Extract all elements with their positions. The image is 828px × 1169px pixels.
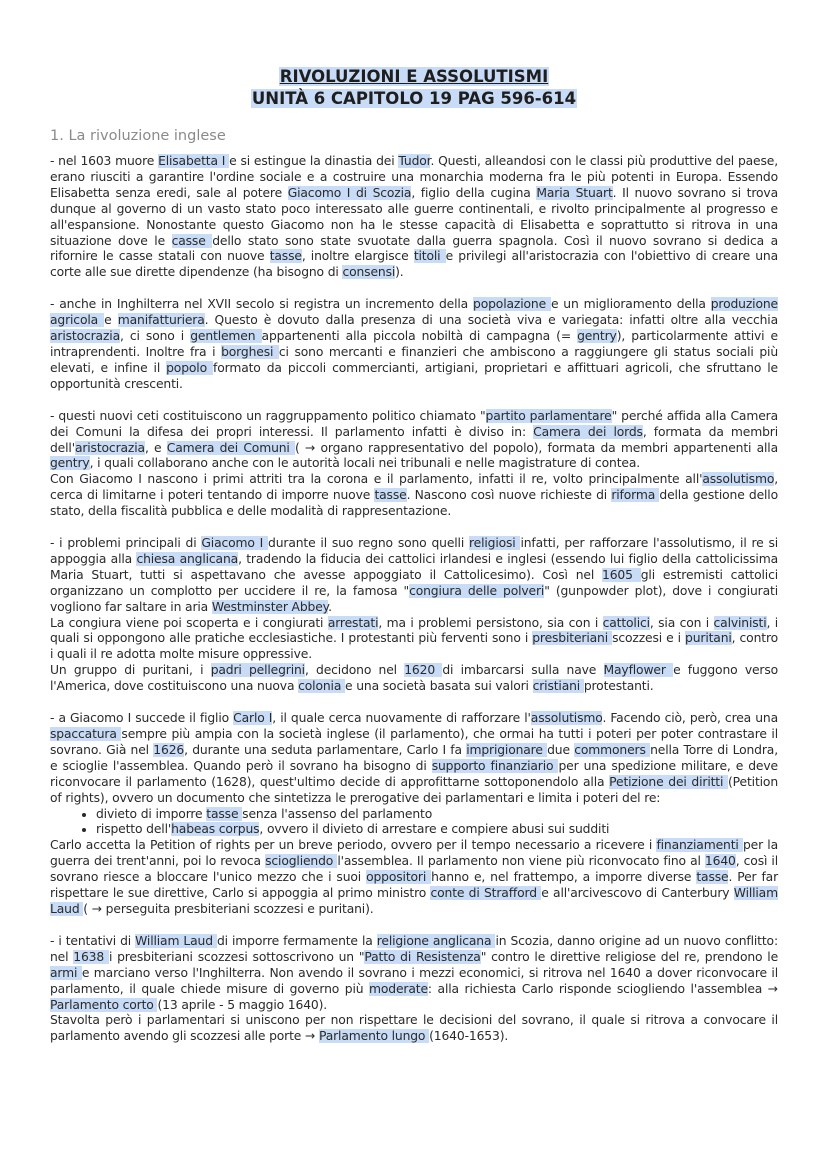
highlighted-term: aristocrazia xyxy=(50,329,120,344)
highlighted-term: cristiani xyxy=(532,679,584,694)
highlighted-term: William Laud xyxy=(50,886,778,916)
highlighted-term: partito parlamentare xyxy=(485,408,612,423)
highlighted-term: William Laud xyxy=(135,933,217,948)
highlighted-term: habeas corpus xyxy=(171,822,260,837)
bullet-item: • rispetto dell'habeas corpus, ovvero il divieto di arrestare e compiere abusi sui sudditi xyxy=(96,822,778,838)
highlighted-term: gentry xyxy=(577,329,617,344)
highlighted-term: religiosi xyxy=(468,536,521,551)
highlighted-term: moderate xyxy=(369,981,428,996)
paragraph-line: - i problemi principali di Giacomo I durante il suo regno sono quelli religiosi infatti, per rafforzare l'assolutismo, il re si appoggia alla chiesa anglicana, tradendo la fiducia dei cattolici irlandesi e inglesi (essendo lui figlio della cattolicissima Maria Stuart, tutti si aspettavano che avesse appoggiato il Cattolicesimo). Così nel 1605 gli estremisti cattolici organizzano un complotto per uccidere il re, la famosa "congiura delle polveri" (gunpowder plot), dove i congiurati vogliono far saltare in aria Westminster Abbey. xyxy=(50,536,779,614)
highlighted-term: Parlamento lungo xyxy=(318,1029,430,1044)
highlighted-term: gentry xyxy=(50,456,90,471)
paragraph-line: Un gruppo di puritani, i padri pellegrini, decidono nel 1620 di imbarcarsi sulla nave Mayflower e fuggono verso l'America, dove costituiscono una nuova colonia e una società basata sui valori cristiani protestanti. xyxy=(50,663,779,694)
highlighted-term: armi xyxy=(50,965,82,980)
paragraph xyxy=(50,536,778,695)
highlighted-term: sciogliendo xyxy=(265,854,338,869)
highlighted-term: gentlemen xyxy=(190,329,262,344)
highlighted-term: arrestati xyxy=(327,615,379,630)
highlighted-term: Giacomo I di Scozia xyxy=(287,185,412,200)
highlighted-term: supporto finanziario xyxy=(431,758,559,773)
highlighted-term: popolo xyxy=(166,360,214,375)
paragraph-line: Stavolta però i parlamentari si uniscono per non rispettare le decisioni del sovrano, il quale si ritrova a convocare il parlamento avendo gli scozzesi alle porte → Parlamento lungo (1640-1653). xyxy=(50,1013,778,1044)
paragraph-line: - i tentativi di William Laud di imporre fermamente la religione anglicana in Scozia, danno origine ad un nuovo conflitto: nel 1638 i presbiteriani scozzesi sottoscrivono un "Patto di Resistenza" contro le direttive religiose del re, prendono le armi e marciano verso l'Inghilterra. Non avendo il sovrano i mezzi economici, si ritrova nel 1640 a dover riconvocare il parlamento, il quale chiede misure di governo più moderate: alla richiesta Carlo risponde sciogliendo l'assemblea → Parlamento corto (13 aprile - 5 maggio 1640). xyxy=(50,933,779,1012)
highlighted-term: conte di Strafford xyxy=(430,886,542,901)
paragraph-line: - anche in Inghilterra nel XVII secolo si registra un incremento della popolazione e un miglioramento della produzione agricola e manifatturiera. Questo è dovuto dalla presenza di una società viva e variegata: infatti oltre alla vecchia aristocrazia, ci sono i gentlemen appartenenti alla piccola nobiltà di campagna (= gentry), particolarmente attivi e intraprendenti. Inoltre fra i borghesi ci sono mercanti e finanzieri che ambiscono a raggiungere gli status sociali più elevati, e infine il popolo formato da piccoli commercianti, artigiani, proprietari e affittuari agricoli, che sfruttano le opportunità crescenti. xyxy=(50,297,779,391)
highlighted-term: Patto di Resistenza xyxy=(364,949,481,964)
highlighted-term: assolutismo xyxy=(530,711,603,726)
highlighted-term: puritani xyxy=(685,631,732,646)
highlighted-term: Camera dei Comuni xyxy=(166,440,295,455)
paragraph-line: - nel 1603 muore Elisabetta I e si estingue la dinastia dei Tudor. Questi, alleandosi con le classi più produttive del paese, erano riusciti a garantire l'ordine sociale e a costruire una monarchia moderna fra le più potenti in Europa. Essendo Elisabetta senza eredi, sale al potere Giacomo I di Scozia, figlio della cugina Maria Stuart. Il nuovo sovrano si trova dunque al governo di un vasto stato poco interessato alle guerre continentali, e rivolto principalmente al progresso e all'espansione. Nonostante questo Giacomo non ha le stesse capacità di Elisabetta e soprattutto si ritrova in una situazione dove le casse dello stato sono state svuotate dalla guerra spagnola. Così il nuovo sovrano si dedica a rifornire le casse statali con nuove tasse, inoltre elargisce titoli e privilegi all'aristocrazia con l'obiettivo di creare una corte alle sue dirette dipendenze (ha bisogno di consensi). xyxy=(50,154,778,280)
highlighted-term: tasse xyxy=(269,249,302,264)
highlighted-term: tasse xyxy=(374,488,407,503)
highlighted-term: Camera dei lords xyxy=(533,424,643,439)
highlighted-term: 1640 xyxy=(704,854,736,869)
highlighted-term: Maria Stuart xyxy=(536,185,613,200)
highlighted-term: religione anglicana xyxy=(376,933,496,948)
paragraph xyxy=(50,711,778,918)
highlighted-term: 1605 xyxy=(602,567,641,582)
highlighted-term: Westminster Abbey xyxy=(211,599,329,614)
highlighted-term: padri pellegrini xyxy=(210,663,305,678)
highlighted-term: Parlamento corto xyxy=(50,997,158,1012)
highlighted-term: Carlo I xyxy=(233,711,273,726)
highlighted-term: riforma xyxy=(611,488,660,503)
highlighted-term: Petizione dei diritti xyxy=(609,774,729,789)
highlighted-term: congiura delle polveri xyxy=(409,583,545,598)
title-line-1: RIVOLUZIONI E ASSOLUTISMI xyxy=(279,67,549,86)
bullet-list xyxy=(50,807,778,839)
highlighted-term: 1638 xyxy=(73,949,109,964)
highlighted-term: colonia xyxy=(298,679,346,694)
highlighted-term: chiesa anglicana xyxy=(136,551,239,566)
highlighted-term: borghesi xyxy=(221,344,279,359)
highlighted-term: cattolici xyxy=(602,615,650,630)
highlighted-term: oppositori xyxy=(366,870,432,885)
paragraph-line: La congiura viene poi scoperta e i congiurati arrestati, ma i problemi persistono, sia con i cattolici, sia con i calvinisti, i quali si oppongono alle pratiche ecclesiastiche. I protestanti più ferventi sono i presbiteriani scozzesi e i puritani, contro i quali il re adotta molte misure oppressive. xyxy=(50,615,779,662)
highlighted-term: popolazione xyxy=(473,297,551,312)
document-body xyxy=(50,154,778,1045)
highlighted-term: consensi xyxy=(342,265,396,280)
highlighted-term: aristocrazia xyxy=(74,440,145,455)
highlighted-term: 1620 xyxy=(404,663,443,678)
document-subtitle xyxy=(50,88,778,110)
highlighted-term: calvinisti xyxy=(713,615,767,630)
highlighted-term: assolutismo xyxy=(702,472,775,487)
highlighted-term: produzione agricola xyxy=(50,297,778,328)
highlighted-term: titoli xyxy=(413,249,446,264)
document-title xyxy=(50,66,778,88)
highlighted-term: finanziamenti xyxy=(656,838,743,853)
highlighted-term: spaccatura xyxy=(50,727,122,741)
highlighted-term: imprigionare xyxy=(466,742,548,757)
paragraph-line: Carlo accetta la Petition of rights per un breve periodo, ovvero per il tempo necessario a ricevere i finanziamenti per la guerra dei trent'anni, poi lo revoca sciogliendo l'assemblea. Il parlamento non viene più riconvocato fino al 1640, così il sovrano riesce a bloccare l'unico mezzo che i suoi oppositori hanno e, nel frattempo, a imporre diverse tasse. Per far rispettare le sue direttive, Carlo si appoggia al primo ministro conte di Strafford e all'arcivescovo di Canterbury William Laud ( → perseguita presbiteriani scozzesi e puritani). xyxy=(50,838,779,916)
highlighted-term: presbiteriani xyxy=(532,631,613,646)
paragraph xyxy=(50,297,778,392)
paragraph xyxy=(50,409,778,520)
highlighted-term: Tudor xyxy=(398,154,431,168)
bullet-item: • divieto di imporre tasse senza l'assenso del parlamento xyxy=(96,807,778,823)
paragraph xyxy=(50,154,778,281)
highlighted-term: Giacomo I xyxy=(201,536,269,551)
highlighted-term: Elisabetta I xyxy=(158,154,230,168)
paragraph-line: - questi nuovi ceti costituiscono un raggruppamento politico chiamato "partito parlamentare" perché affida alla Camera dei Comuni la difesa dei propri interessi. Il parlamento infatti è diviso in: Camera dei lords, formata da membri dell'aristocrazia, e Camera dei Comuni ( → organo rappresentativo del popolo), formata da membri appartenenti alla gentry, i quali collaborano anche con le autorità locali nei tribunali e nelle magistrature di contea. xyxy=(50,408,778,471)
highlighted-term: manifatturiera xyxy=(117,313,205,328)
highlighted-term: 1626 xyxy=(153,742,185,757)
paragraph-line: - a Giacomo I succede il figlio Carlo I, il quale cerca nuovamente di rafforzare l'assolutismo. Facendo ciò, però, crea una spaccatura sempre più ampia con la società inglese (il parlamento), che ormai ha tutti i poteri per poter contrastare il sovrano. Già nel 1626, durante una seduta parlamentare, Carlo I fa imprigionare due commoners nella Torre di Londra, e scioglie l'assemblea. Quando però il sovrano ha bisogno di supporto finanziario per una spedizione militare, e deve riconvocare il parlamento (1628), quest'ultimo decide di approfittarne sottoponendolo alla Petizione dei diritti (Petition of rights), ovvero un documento che sintetizza le prerogative dei parlamentari e limita i poteri del re: xyxy=(50,711,778,805)
highlighted-term: commoners xyxy=(574,742,651,757)
paragraph-line: Con Giacomo I nascono i primi attriti tra la corona e il parlamento, infatti il re, volto principalmente all'assolutismo, cerca di limitarne i poteri tentando di imporre nuove tasse. Nascono così nuove richieste di riforma della gestione dello stato, della fiscalità pubblica e delle modalità di rappresentazione. xyxy=(50,472,778,519)
highlighted-term: tasse xyxy=(206,806,243,821)
highlighted-term: tasse xyxy=(696,870,729,885)
highlighted-term: Mayflower xyxy=(603,663,674,678)
title-line-2: UNITÀ 6 CAPITOLO 19 PAG 596-614 xyxy=(251,89,577,108)
paragraph xyxy=(50,934,778,1045)
section-heading: 1. La rivoluzione inglese xyxy=(50,128,226,144)
highlighted-term: casse xyxy=(171,233,213,248)
